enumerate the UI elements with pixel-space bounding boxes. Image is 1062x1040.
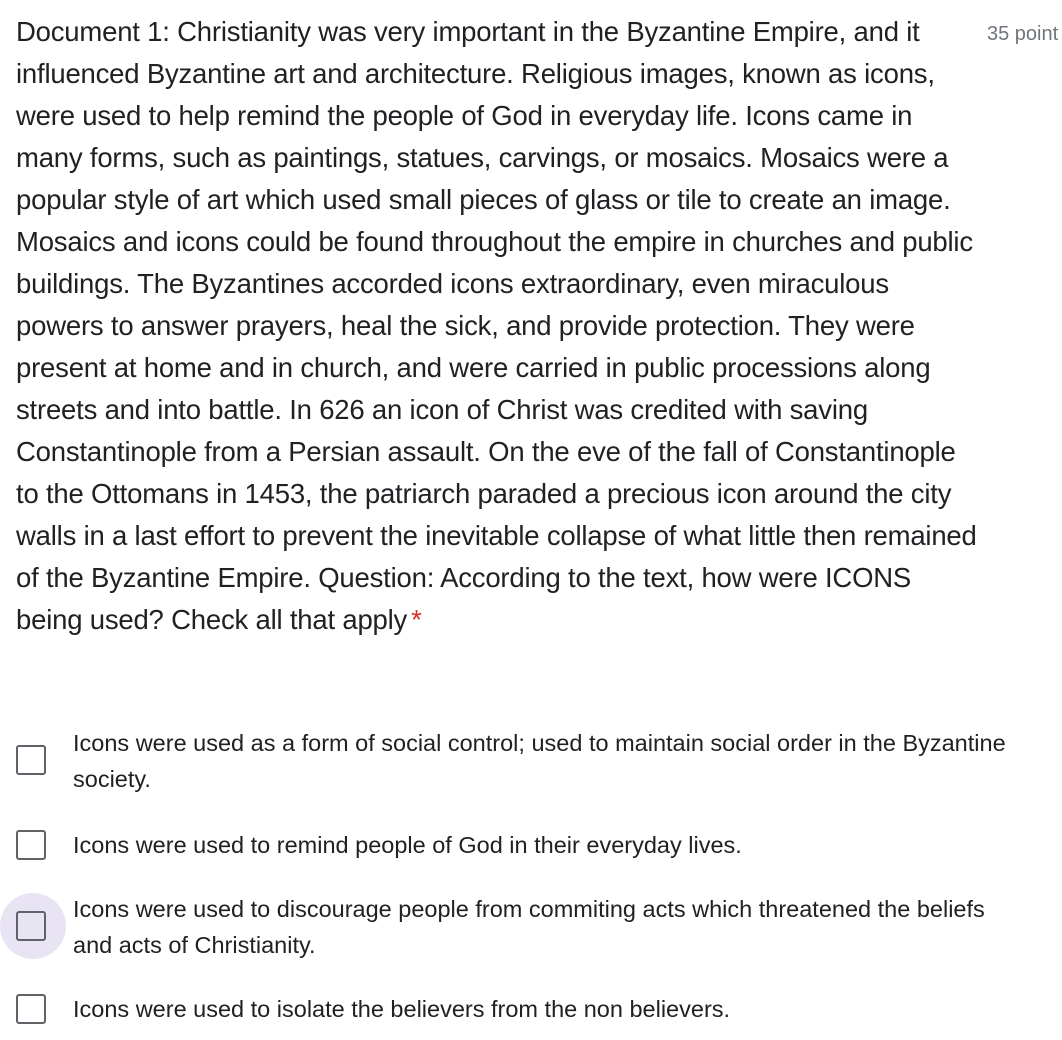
option-label[interactable]: Icons were used to isolate the believers from the non believers. <box>73 996 731 1022</box>
checkbox-icon[interactable] <box>16 994 46 1024</box>
checkbox-icon[interactable] <box>16 830 46 860</box>
option-label[interactable]: Icons were used as a form of social control; used to maintain social order in the Byzantine society. <box>73 730 1006 792</box>
checkbox-option[interactable] <box>0 827 1062 867</box>
points-label: 35 point <box>987 23 1059 45</box>
checkbox-icon[interactable] <box>16 745 46 775</box>
checkbox-option-focused[interactable] <box>0 891 1062 969</box>
option-label[interactable]: Icons were used to remind people of God in their everyday lives. <box>73 832 742 858</box>
checkbox-option[interactable] <box>0 725 1062 803</box>
checkbox-icon[interactable] <box>16 911 46 941</box>
question-body: Document 1: Christianity was very important in the Byzantine Empire, and it influenced Byzantine art and architecture. Religious images, known as icons, were used to help remind the people of God in everyday life. Icons came in many forms, such as paintings, statues, carvings, or mosaics. Mosaics were a popular style of art which used small pieces of glass or tile to create an image. Mosaics and icons could be found throughout the empire in churches and public buildings. The Byzantines accorded icons extraordinary, even miraculous powers to answer prayers, heal the sick, and provide protection. They were present at home and in church, and were carried in public processions along streets and into battle. In 626 an icon of Christ was credited with saving Constantinople from a Persian assault. On the eve of the fall of Constantinople to the Ottomans in 1453, the patriarch paraded a precious icon around the city walls in a last effort to prevent the inevitable collapse of what little then remained of the Byzantine Empire. Question: According to the text, how were ICONS being used? Check all that apply <box>16 16 977 635</box>
checkbox-option[interactable] <box>0 991 1062 1031</box>
option-label[interactable]: Icons were used to discourage people from commiting acts which threatened the beliefs and acts of Christianity. <box>73 896 985 958</box>
required-asterisk: * <box>411 604 422 635</box>
